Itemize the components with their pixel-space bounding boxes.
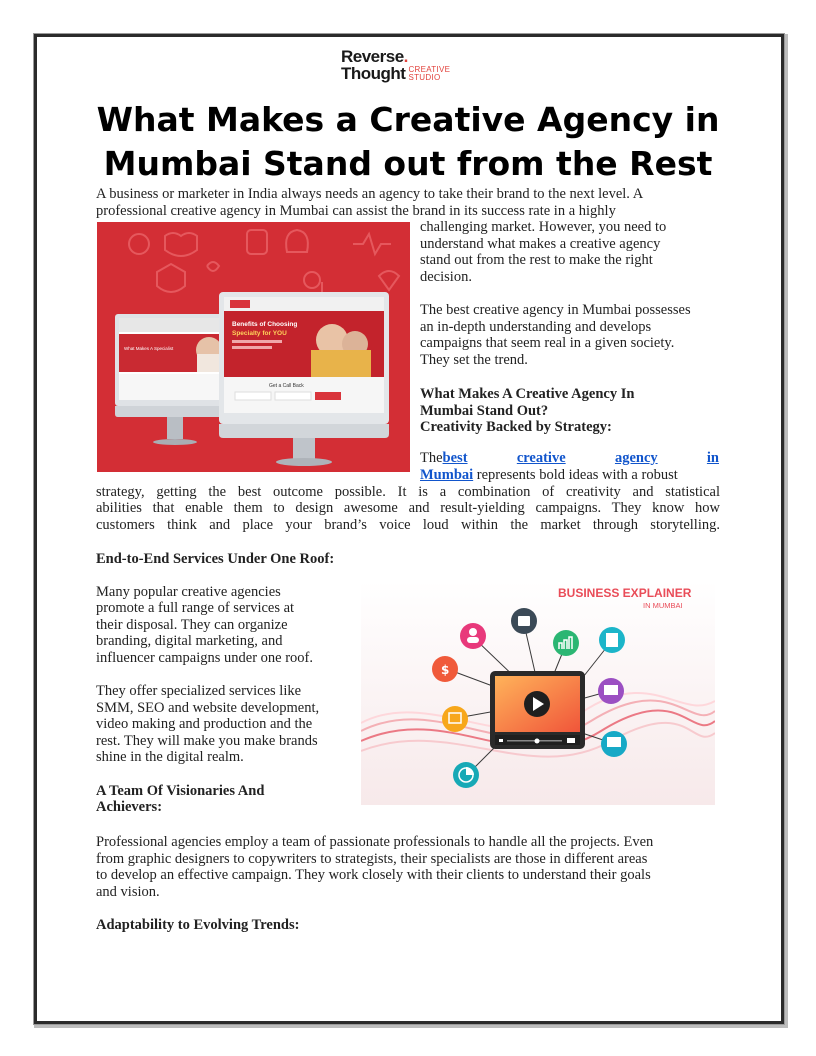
explainer-title: BUSINESS EXPLAINER [558,586,692,600]
right-screen-button: Get a Call Back [269,383,304,389]
heading-services: End-to-End Services Under One Roof: [96,551,335,567]
logo-sub-studio: STUDIO [408,73,441,82]
best-agency-link-part-1[interactable]: best [442,450,468,466]
services1-line-2: promote a full range of services at [96,600,295,616]
services2-line-4: rest. They will make you make brands [96,733,318,749]
creativity-line-3: strategy, getting the best outcome possible. It is a combination of creativity and statistical [96,484,720,500]
heading-team-line-1: A Team Of Visionaries And [96,783,265,799]
services1-line-5: influencer campaigns under one roof. [96,650,314,666]
right-screen-title: Benefits of Choosing [232,321,298,328]
heading-creativity: Creativity Backed by Strategy: [420,419,612,435]
para2-line-3: campaigns that seem real in a given society. [420,335,675,351]
intro-line-3: challenging market. However, you need to [420,219,667,235]
best-agency-link-part-2[interactable]: creative [516,450,566,466]
creativity-prefix: The [420,450,443,466]
para2-line-1: The best creative agency in Mumbai possesses [420,302,691,318]
best-agency-link-part-4[interactable]: in [706,450,719,466]
heading-adapt: Adaptability to Evolving Trends: [96,917,300,933]
creativity-line-4: abilities that enable them to design awesome and result-yielding campaigns. They know how [96,500,720,516]
logo-word-reverse: Reverse [341,47,404,66]
heading-main-line-2: Mumbai Stand Out? [420,403,549,419]
team-line-4: and vision. [96,884,160,900]
creativity-line-5: customers think and place your brand’s voice loud within the market through storytelling. [96,517,720,533]
logo-sub-creative: CREATIVE [408,65,451,74]
creativity-line-2 [420,467,720,484]
intro-line-4: understand what makes a creative agency [420,236,661,252]
monitors-illustration [97,222,410,472]
left-screen-text: What Makes A Specialist [124,346,174,351]
best-agency-link-part-3[interactable]: agency [614,450,658,466]
best-agency-link-mumbai[interactable]: Mumbai [420,467,474,483]
brand-logo [341,48,461,88]
services1-line-4: branding, digital marketing, and [96,633,283,649]
heading-main-line-1: What Makes A Creative Agency In [420,386,635,402]
para2-line-4: They set the trend. [420,352,528,368]
intro-line-1: A business or marketer in India always needs an agency to take their brand to the next level. A [96,186,644,202]
team-line-1: Professional agencies employ a team of passionate professionals to handle all the projects. Even [96,834,654,850]
services2-line-5: shine in the digital realm. [96,749,244,765]
services2-line-2: SMM, SEO and website development, [96,700,320,716]
page-title [60,98,756,186]
team-line-3: to develop an effective campaign. They work closely with their clients to understand their goals [96,867,651,883]
services2-line-3: video making and production and the [96,716,313,732]
intro-line-2: professional creative agency in Mumbai can assist the brand in its success rate in a highly [96,203,616,219]
services2-line-1: They offer specialized services like [96,683,302,699]
services1-line-3: their disposal. They can organize [96,617,288,633]
right-screen-title-2: Specialty for YOU [232,330,287,337]
business-explainer-illustration [361,581,715,805]
para2-line-2: an in-depth understanding and develops [420,319,652,335]
svg-text:$: $ [441,663,450,677]
title-line-2: Mumbai Stand out from the Rest [103,144,713,183]
explainer-subtitle: IN MUMBAI [643,601,683,610]
heading-team-line-2: Achievers: [96,799,163,815]
intro-line-6: decision. [420,269,472,285]
intro-line-5: stand out from the rest to make the right [420,252,653,268]
logo-word-thought: Thought [341,64,406,83]
services1-line-1: Many popular creative agencies [96,584,281,600]
title-line-1: What Makes a Creative Agency in [96,100,720,139]
team-line-2: from graphic designers to copywriters to strategists, their specialists are those in different areas [96,851,648,867]
creativity-line-1 [420,450,719,467]
creativity-line-2-rest: represents bold ideas with a robust [473,467,678,483]
logo-dot: . [403,47,408,66]
